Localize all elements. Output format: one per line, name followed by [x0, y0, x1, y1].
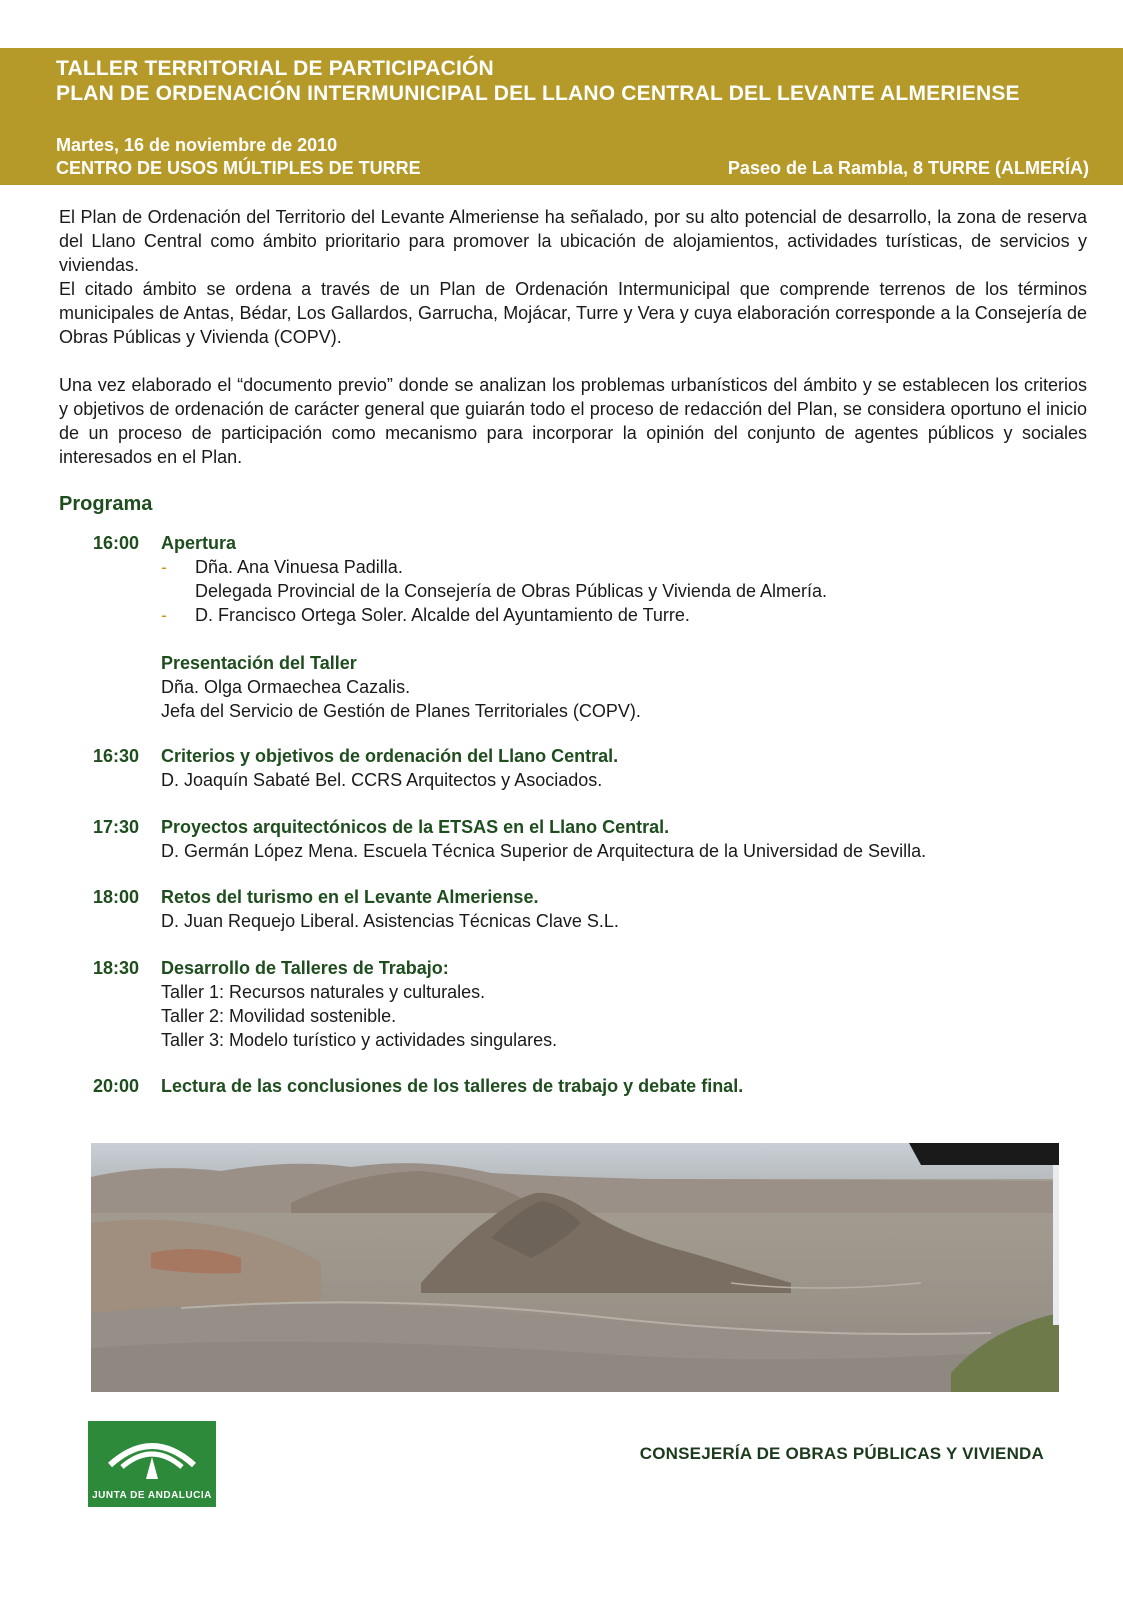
event-address: Paseo de La Rambla, 8 TURRE (ALMERÍA) [727, 158, 1089, 178]
intro-paragraph: El citado ámbito se ordena a través de un Plan de Ordenación Intermunicipal que comprende terrenos de los términos municipales de Antas, Bédar, Los Gallardos, Garrucha, Mojácar, Turre y Vera y cuya elaboración corresponde a la Consejería de Obras Públicas y Vivienda (COPV). [59, 279, 1087, 347]
speaker-name: D. Juan Requejo Liberal. Asistencias Técnicas Clave S.L. [161, 911, 619, 931]
slot-time: 20:00 [93, 1076, 140, 1096]
header-title-line1: TALLER TERRITORIAL DE PARTICIPACIÓN [56, 57, 494, 80]
slot-time: 16:30 [93, 746, 140, 766]
dash-bullet: - [161, 557, 167, 577]
dash-bullet: - [161, 605, 167, 625]
header-title-line2: PLAN DE ORDENACIÓN INTERMUNICIPAL DEL LLANO CENTRAL DEL LEVANTE ALMERIENSE [56, 82, 1020, 105]
slot-title: Apertura [161, 533, 237, 553]
speaker-name: Dña. Ana Vinuesa Padilla. [195, 557, 403, 577]
event-date: Martes, 16 de noviembre de 2010 [56, 135, 338, 155]
speaker-role: Delegada Provincial de la Consejería de Obras Públicas y Vivienda de Almería. [195, 581, 828, 601]
speaker-role: Jefa del Servicio de Gestión de Planes Territoriales (COPV). [161, 701, 641, 721]
speaker-name: D. Germán López Mena. Escuela Técnica Superior de Arquitectura de la Universidad de Sevilla. [161, 841, 927, 861]
slot-time: 16:00 [93, 533, 140, 553]
speaker-name: D. Joaquín Sabaté Bel. CCRS Arquitectos y Asociados. [161, 770, 603, 790]
taller-item: Taller 1: Recursos naturales y culturales. [161, 982, 486, 1002]
slot-time: 18:30 [93, 958, 140, 978]
speaker-item [161, 603, 1121, 627]
slot-title: Desarrollo de Talleres de Trabajo: [161, 958, 449, 978]
intro-paragraph: Una vez elaborado el “documento previo” donde se analizan los problemas urbanísticos del ámbito y se establecen los criterios y objetivos de ordenación de carácter general que guiarán todo el proceso de redacción del Plan, se considera oportuno el inicio de un proceso de participación como mecanismo para incorporar la opinión del conjunto de agentes públicos y sociales interesados en el Plan. [59, 375, 1087, 467]
intro-paragraph: El Plan de Ordenación del Territorio del Levante Almeriense ha señalado, por su alto potencial de desarrollo, la zona de reserva del Llano Central como ámbito prioritario para promover la ubicación de alojamientos, actividades turísticas, de servicios y viviendas. [59, 207, 1087, 275]
slot-time: 17:30 [93, 817, 140, 837]
header-band [0, 48, 1123, 185]
event-venue: CENTRO DE USOS MÚLTIPLES DE TURRE [56, 158, 421, 178]
speaker-item [161, 555, 1121, 579]
slot-title: Lectura de las conclusiones de los talleres de trabajo y debate final. [161, 1076, 744, 1096]
slot-title: Retos del turismo en el Levante Almeriense. [161, 887, 539, 907]
landscape-photo [91, 1143, 1059, 1392]
slot-title: Proyectos arquitectónicos de la ETSAS en el Llano Central. [161, 817, 670, 837]
programa-heading: Programa [59, 493, 153, 515]
slot-time: 18:00 [93, 887, 140, 907]
junta-andalucia-logo [88, 1421, 216, 1507]
speaker-name: D. Francisco Ortega Soler. Alcalde del Ayuntamiento de Turre. [195, 605, 690, 625]
taller-item: Taller 2: Movilidad sostenible. [161, 1006, 397, 1026]
taller-item: Taller 3: Modelo turístico y actividades singulares. [161, 1030, 558, 1050]
logo-text: JUNTA DE ANDALUCIA [92, 1490, 212, 1501]
slot-subtitle: Presentación del Taller [161, 653, 357, 673]
intro-text [59, 205, 1087, 469]
speaker-name: Dña. Olga Ormaechea Cazalis. [161, 677, 411, 697]
consejeria-name: CONSEJERÍA DE OBRAS PÚBLICAS Y VIVIENDA [639, 1444, 1044, 1463]
slot-title: Criterios y objetivos de ordenación del Llano Central. [161, 746, 619, 766]
